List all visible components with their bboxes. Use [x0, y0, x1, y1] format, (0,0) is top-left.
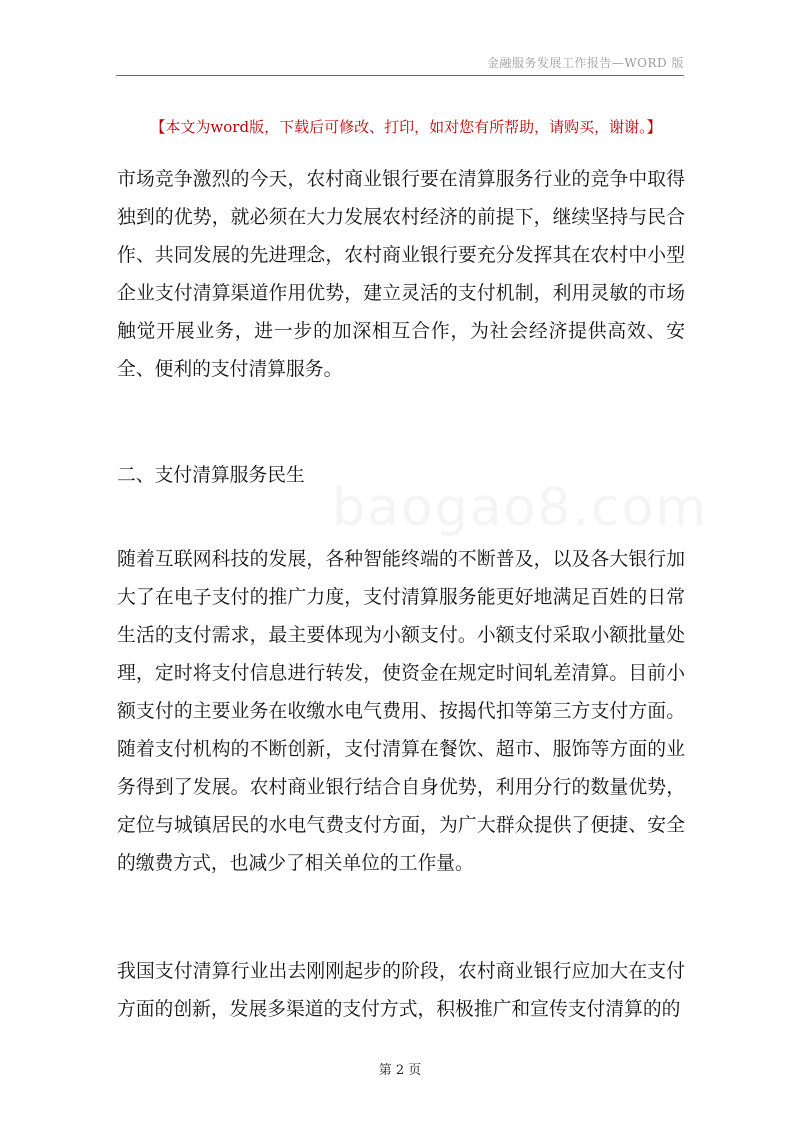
- watermark: [332, 478, 708, 538]
- running-header: 金融服务发展工作报告—WORD 版: [486, 56, 684, 70]
- paragraph-3: 我国支付清算行业出去刚刚起步的阶段，农村商业银行应加大在支付方面的创新，发展多渠道的支付方式，积极推广和宣传支付清算的的: [117, 961, 685, 1020]
- section-heading: 二、支付清算服务民生: [117, 465, 305, 486]
- paragraph-2: 随着互联网科技的发展，各种智能终端的不断普及，以及各大银行加大了在电子支付的推广力度，支付清算服务能更好地满足百姓的日常生活的支付需求，最主要体现为小额支付。小额支付采取小额批量处理，定时将支付信息进行转发，使资金在规定时间轧差清算。目前小额支付的主要业务在收缴水电气费用、按揭代扣等第三方支付方面。随着支付机构的不断创新，支付清算在餐饮、超市、服饰等方面的业务得到了发展。农村商业银行结合自身优势，利用分行的数量优势，定位与城镇居民的水电气费支付方面，为广大群众提供了便捷、安全的缴费方式，也减少了相关单位的工作量。: [117, 549, 685, 874]
- header-rule: [116, 75, 684, 76]
- page-number: 第 2 页: [378, 1063, 422, 1078]
- paragraph-1: 市场竞争激烈的今天，农村商业银行要在清算服务行业的竞争中取得独到的优势，就必须在大力发展农村经济的前提下，继续坚持与民合作、共同发展的先进理念，农村商业银行要充分发挥其在农村中小型企业支付清算渠道作用优势，建立灵活的支付机制，利用灵敏的市场触觉开展业务，进一步的加深相互合作，为社会经济提供高效、安全、便利的支付清算服务。: [117, 169, 685, 380]
- download-notice: 【本文为word版，下载后可修改、打印，如对您有所帮助，请购买，谢谢。】: [150, 118, 662, 136]
